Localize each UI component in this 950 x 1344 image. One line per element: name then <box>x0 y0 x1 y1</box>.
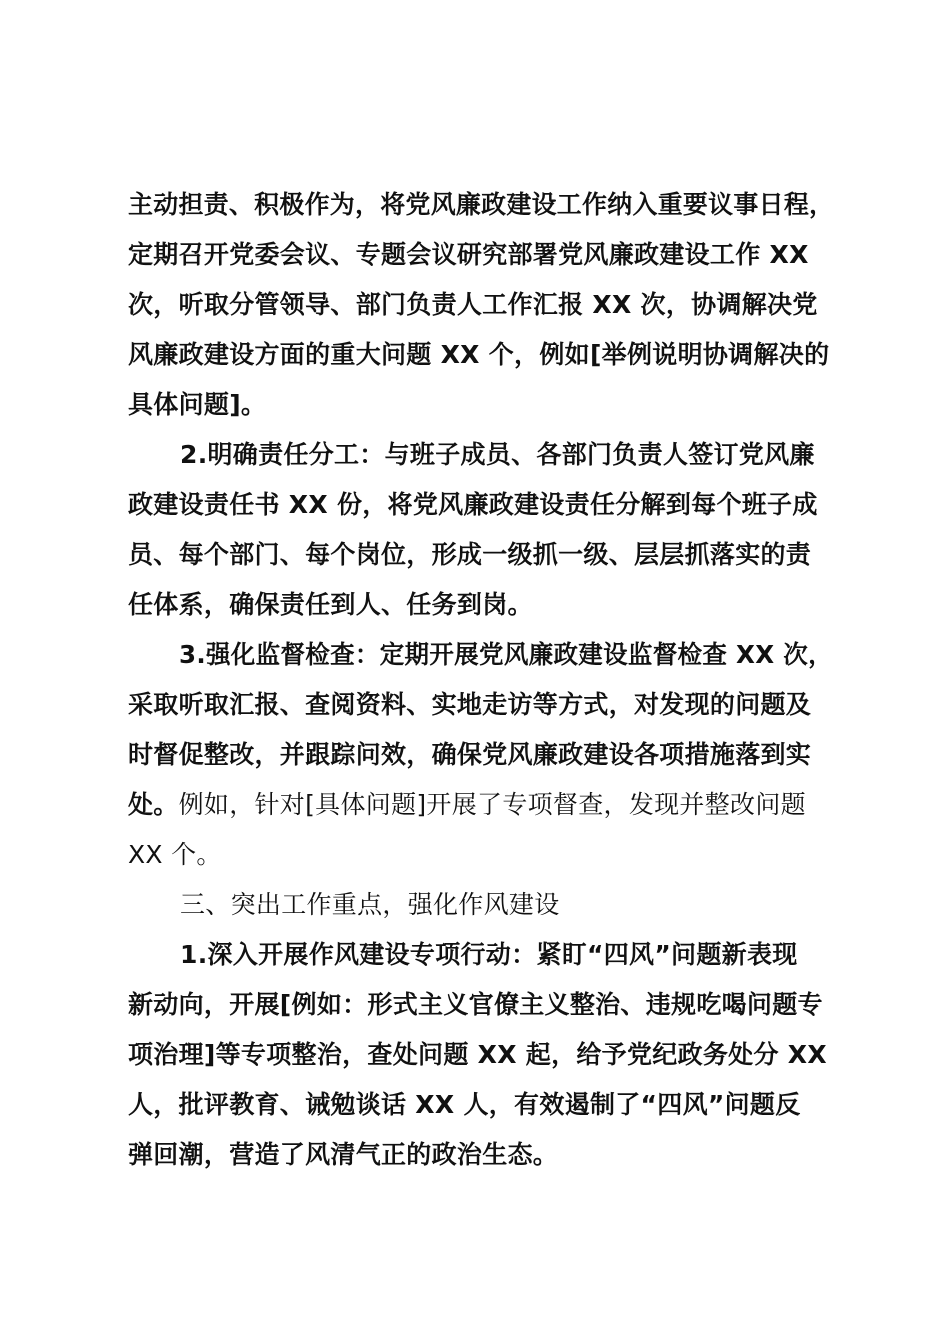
text-line <box>128 380 834 430</box>
text-line <box>128 930 834 980</box>
text-segment: 项治理]等专项整治，查处问题 XX 起，给予党纪政务处分 XX <box>128 1040 827 1069</box>
text-segment: 时督促整改，并跟踪问效，确保党风廉政建设各项措施落到实 <box>128 740 812 769</box>
text-segment: 次，听取分管领导、部门负责人工作汇报 XX 次，协调解决党 <box>128 290 818 319</box>
paragraph <box>128 180 834 430</box>
text-line <box>128 1080 834 1130</box>
text-segment: XX 个。 <box>128 840 222 869</box>
text-line <box>128 880 834 930</box>
text-segment: 风廉政建设方面的重大问题 XX 个，例如[举例说明协调解决的 <box>128 340 830 369</box>
text-segment: 人，批评教育、诫勉谈话 XX 人，有效遏制了“四风”问题反 <box>128 1090 801 1119</box>
text-line <box>128 530 834 580</box>
text-line <box>128 780 834 830</box>
text-line <box>128 280 834 330</box>
text-line <box>128 1030 834 1080</box>
text-segment: 3.强化监督检查：定期开展党风廉政建设监督检查 XX 次， <box>179 640 833 669</box>
text-line <box>128 430 834 480</box>
text-line <box>128 480 834 530</box>
text-line <box>128 980 834 1030</box>
text-segment: 政建设责任书 XX 份，将党风廉政建设责任分解到每个班子成 <box>128 490 818 519</box>
text-segment: 员、每个部门、每个岗位，形成一级抓一级、层层抓落实的责 <box>128 540 812 569</box>
text-line <box>128 1130 834 1180</box>
text-segment: 主动担责、积极作为，将党风廉政建设工作纳入重要议事日程， <box>128 190 835 219</box>
text-line <box>128 680 834 730</box>
text-segment: 采取听取汇报、查阅资料、实地走访等方式，对发现的问题及 <box>128 690 812 719</box>
text-segment: 具体问题]。 <box>128 390 267 419</box>
text-segment: 处。 <box>128 790 179 819</box>
text-line <box>128 730 834 780</box>
document-body <box>128 180 834 1180</box>
text-line <box>128 180 835 230</box>
text-segment: 例如，针对[具体问题]开展了专项督查，发现并整改问题 <box>178 790 806 819</box>
text-segment: 新动向，开展[例如：形式主义官僚主义整治、违规吃喝问题专 <box>128 990 823 1019</box>
paragraph <box>128 430 834 630</box>
text-line <box>128 580 834 630</box>
text-line <box>128 630 833 680</box>
text-line <box>128 830 834 880</box>
paragraph <box>128 930 834 1180</box>
paragraph <box>128 630 834 880</box>
text-line <box>128 330 834 380</box>
text-segment: 弹回潮，营造了风清气正的政治生态。 <box>128 1140 559 1169</box>
section-heading <box>128 880 834 930</box>
text-segment: 任体系，确保责任到人、任务到岗。 <box>128 590 533 619</box>
text-line <box>128 230 834 280</box>
text-segment: 1.深入开展作风建设专项行动：紧盯“四风”问题新表现 <box>180 940 798 969</box>
text-segment: 三、突出工作重点，强化作风建设 <box>180 890 560 919</box>
text-segment: 2.明确责任分工：与班子成员、各部门负责人签订党风廉 <box>180 440 815 469</box>
text-segment: 定期召开党委会议、专题会议研究部署党风廉政建设工作 XX <box>128 240 809 269</box>
